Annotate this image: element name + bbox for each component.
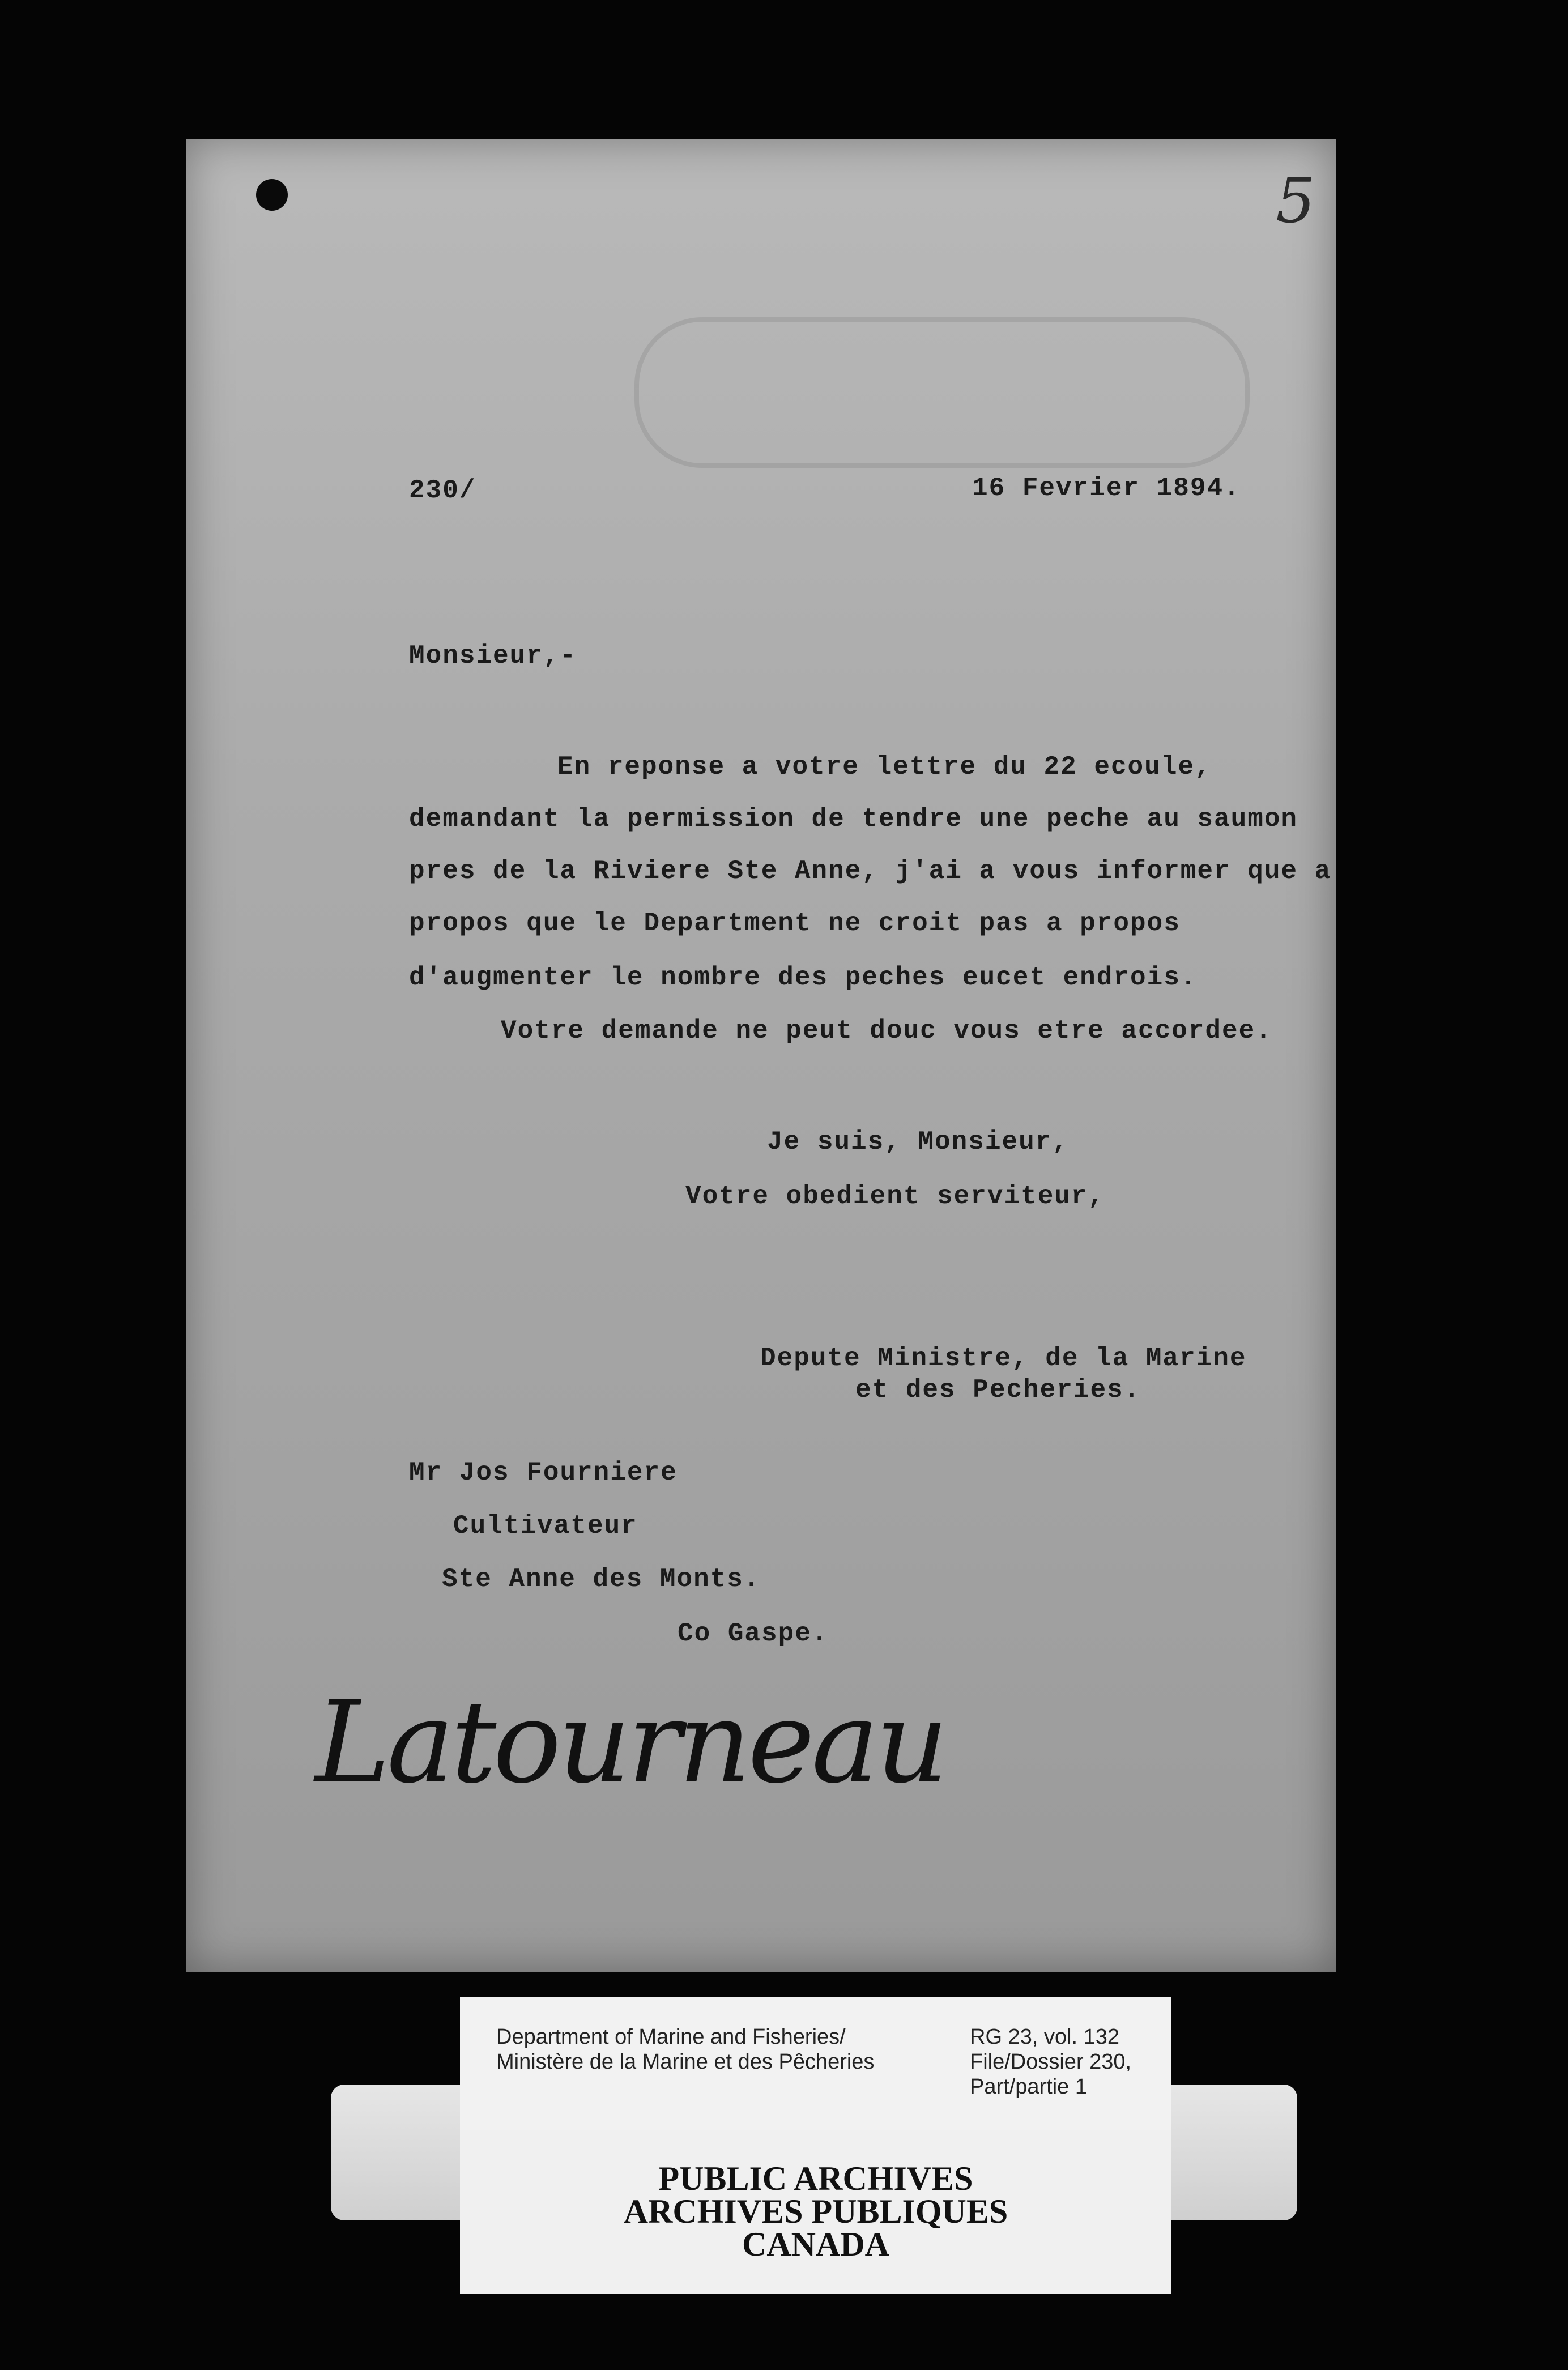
archive-line: ARCHIVES PUBLIQUES <box>623 2193 1008 2230</box>
part-partie: Part/partie 1 <box>970 2075 1087 2099</box>
body-line: Votre demande ne peut douc vous etre accordee. <box>501 1016 1272 1046</box>
department-french: Ministère de la Marine et des Pêcheries <box>496 2050 875 2074</box>
archive-line: CANADA <box>742 2226 889 2263</box>
recipient-occupation: Cultivateur <box>453 1511 638 1541</box>
signature-title: et des Pecheries. <box>855 1375 1141 1405</box>
body-line: En reponse a votre lettre du 22 ecoule, <box>557 752 1212 782</box>
recipient-name: Mr Jos Fourniere <box>409 1458 678 1487</box>
department-english: Department of Marine and Fisheries/ <box>496 2025 846 2049</box>
handwritten-name: Latourneau <box>315 1677 945 1809</box>
file-dossier: File/Dossier 230, <box>970 2050 1132 2074</box>
page-number: 5 <box>1276 164 1315 237</box>
recipient-county: Co Gaspe. <box>678 1619 829 1648</box>
reference-label <box>460 1997 1171 2139</box>
file-reference: 230/ <box>409 476 476 505</box>
letter-date: 16 Fevrier 1894. <box>972 474 1241 503</box>
punch-hole <box>256 179 288 211</box>
salutation: Monsieur,- <box>409 641 577 671</box>
body-line: d'augmenter le nombre des peches eucet endrois. <box>409 963 1198 992</box>
body-line: propos que le Department ne croit pas a propos <box>409 909 1181 938</box>
record-group: RG 23, vol. 132 <box>970 2025 1120 2049</box>
recipient-town: Ste Anne des Monts. <box>442 1565 761 1594</box>
body-line: demandant la permission de tendre une peche au saumon <box>409 804 1298 834</box>
closing-line: Je suis, Monsieur, <box>767 1127 1069 1157</box>
archive-stamp <box>460 2130 1171 2294</box>
body-line: pres de la Riviere Ste Anne, j'ai a vous informer que a <box>409 856 1332 886</box>
closing-line: Votre obedient serviteur, <box>685 1182 1105 1211</box>
signature-title: Depute Ministre, de la Marine <box>760 1344 1247 1373</box>
archive-line: PUBLIC ARCHIVES <box>658 2160 973 2197</box>
faded-letterhead-stamp <box>634 317 1250 468</box>
